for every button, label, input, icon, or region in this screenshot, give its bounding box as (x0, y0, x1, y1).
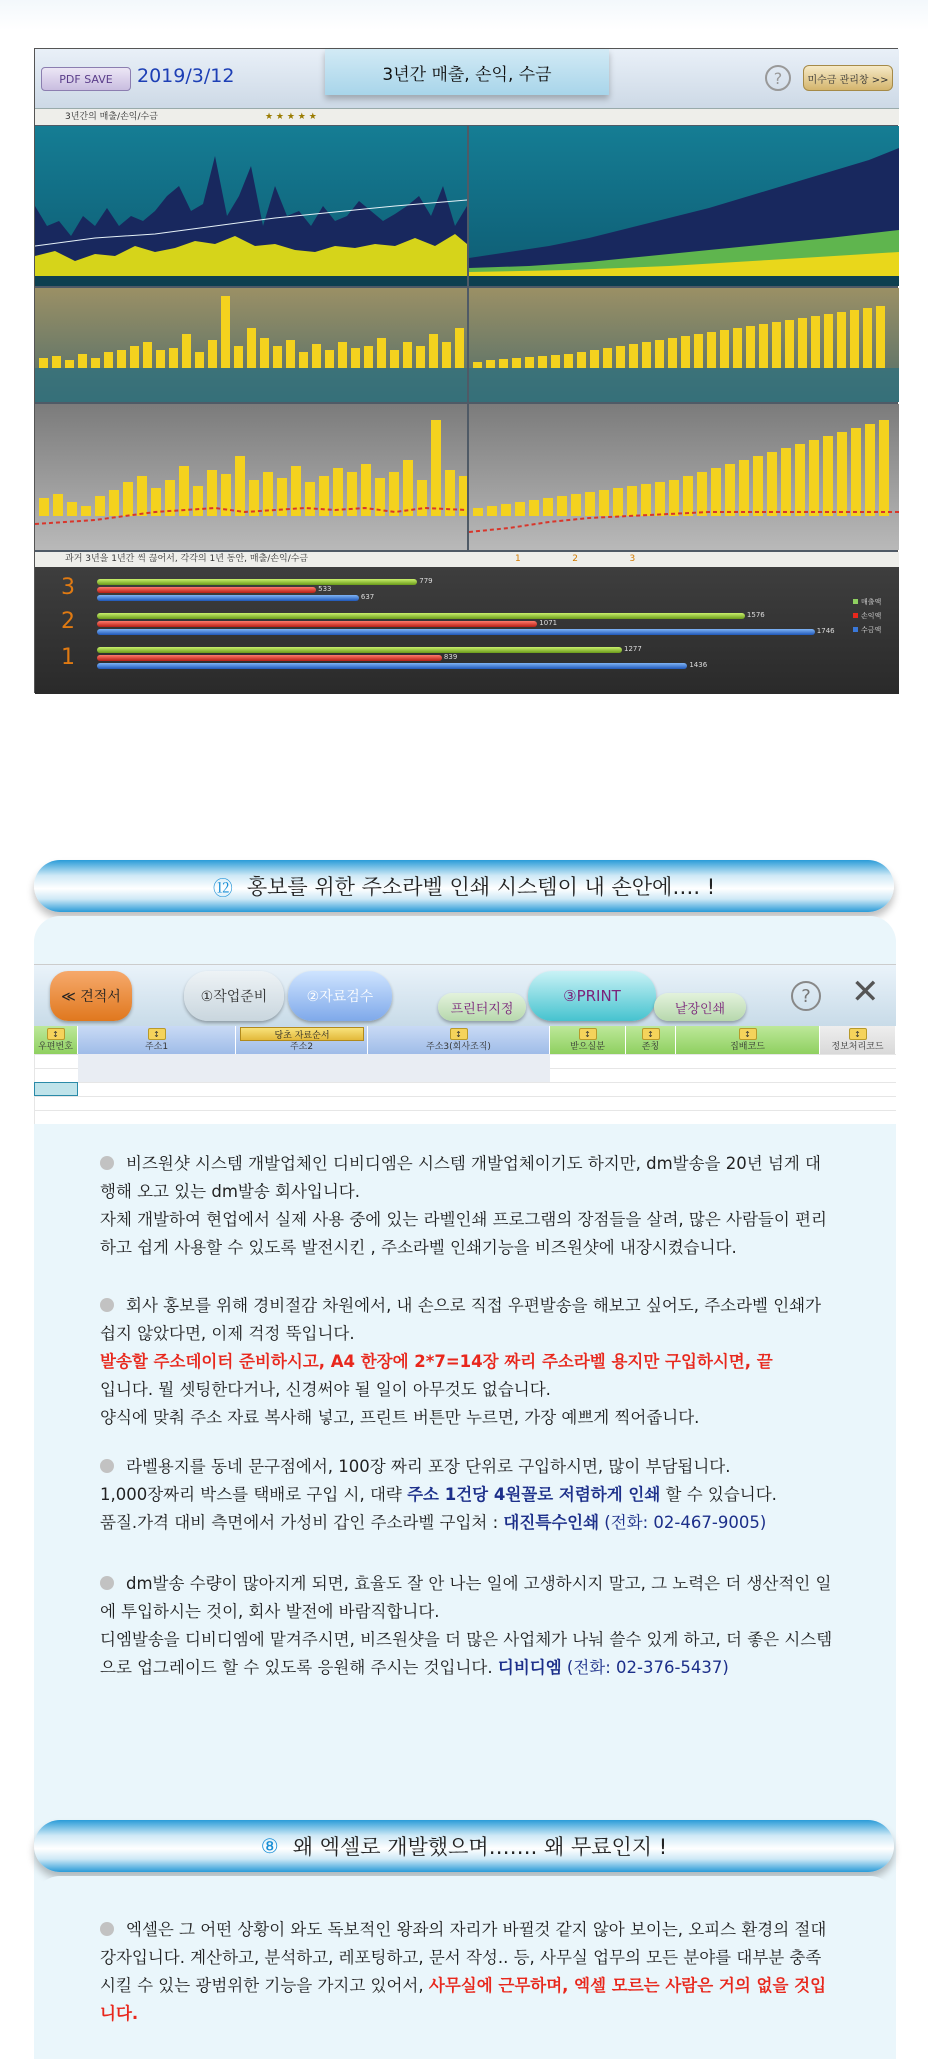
help-icon[interactable]: ? (765, 65, 791, 91)
bar (137, 476, 147, 516)
bar (543, 498, 553, 516)
supplier-name: 대진특수인쇄 (503, 1513, 600, 1532)
cumulative-profit-chart (469, 288, 899, 402)
bar (67, 502, 77, 516)
cumulative-profit-panel (469, 288, 899, 402)
bar (263, 472, 273, 516)
monthly-collection-chart (35, 404, 467, 550)
bullet-icon (100, 1298, 114, 1312)
bar (837, 432, 847, 516)
compare-value-cash: 1746 (816, 627, 835, 635)
compare-value-sales: 1576 (746, 611, 765, 619)
bar (247, 328, 256, 368)
bar (811, 316, 820, 368)
bar (627, 486, 637, 516)
bar (711, 468, 721, 516)
sort-arrow-icon[interactable]: ↕ (739, 1028, 757, 1040)
bar (299, 352, 308, 368)
bar (169, 348, 178, 368)
sort-arrow-icon[interactable]: ↕ (579, 1028, 597, 1040)
compare-bar-sales (97, 647, 622, 653)
paragraph-3-text-b2: 할 수 있습니다. (660, 1485, 777, 1504)
bar (681, 336, 690, 368)
compare-bar-profit (97, 655, 442, 661)
bar (571, 494, 581, 516)
pdf-save-button[interactable]: PDF SAVE (41, 67, 131, 91)
bar (486, 360, 495, 368)
bar (429, 334, 438, 368)
legend-profit-label: 손익액 (861, 612, 882, 620)
bar (431, 420, 441, 516)
bar (515, 502, 525, 516)
bar (824, 314, 833, 368)
estimate-button[interactable]: ≪ 견적서 (50, 971, 132, 1021)
column-zipcode-label: 우편번호 (38, 1042, 73, 1052)
bar (305, 482, 315, 516)
bar (733, 328, 742, 368)
bar (52, 356, 61, 368)
bar (156, 350, 165, 368)
bar (104, 352, 113, 368)
paragraph-1-text-a: 비즈원샷 시스템 개발업체인 디비디엠은 시스템 개발업체이기도 하지만, dm발송을 20년 넘게 대행해 오고 있는 dm발송 회사입니다. (100, 1154, 821, 1201)
compare-bar-profit (97, 621, 537, 627)
bar (193, 486, 203, 516)
paragraph-2-highlight: 발송할 주소데이터 준비하시고, A4 한장에 2*7=14장 짜리 주소라벨 용지만 구입하시면, 끝 (100, 1352, 773, 1371)
paragraph-4 (100, 1570, 835, 1682)
label-data-grid[interactable] (34, 1054, 896, 1124)
compare-subheader (35, 552, 899, 567)
bar (694, 334, 703, 368)
bar (130, 346, 139, 368)
bar (364, 346, 373, 368)
receivables-admin-button[interactable]: 미수금 관리창 >> (803, 65, 893, 91)
bar (655, 482, 665, 516)
bar (616, 346, 625, 368)
bar (377, 338, 386, 368)
compare-value-cash: 637 (360, 593, 375, 601)
bar (351, 348, 360, 368)
bar (325, 350, 334, 368)
column-address2-label: 주소2 (289, 1042, 314, 1052)
bar (851, 428, 861, 516)
bar (767, 452, 777, 516)
paragraph-4-text-a: dm발송 수량이 많아지게 되면, 효율도 잘 안 나는 일에 고생하시지 말고, 그 노력은 더 생산적인 일에 투입하시는 것이, 회사 발전에 바람직합니다. (100, 1574, 832, 1621)
bullet-icon (100, 1459, 114, 1473)
help-icon[interactable]: ? (791, 981, 821, 1011)
bar (642, 342, 651, 368)
paragraph-3-text-c1: 품질.가격 대비 측면에서 가성비 갑인 주소라벨 구입처 : (100, 1513, 504, 1532)
bar (655, 340, 664, 368)
bar (65, 360, 74, 368)
close-icon[interactable]: ✕ (851, 972, 880, 1012)
bar (473, 508, 483, 516)
paragraph-1-text-b: 자체 개발하여 현업에서 실제 사용 중에 있는 라벨인쇄 프로그램의 장점들을 살려, 많은 사람들이 편리하고 쉽게 사용할 수 있도록 발전시킨 , 주소라벨 인쇄기능을 비즈원샷에 내장시켰습니다. (100, 1210, 827, 1257)
cumulative-profit-bars (473, 306, 885, 368)
monthly-sales-panel (35, 126, 467, 286)
bar (759, 324, 768, 368)
legend-profit (853, 611, 881, 621)
compare-value-sales: 1277 (623, 645, 642, 653)
bullet-icon (100, 1156, 114, 1170)
bar (499, 359, 508, 368)
column-delivery-code[interactable] (676, 1026, 820, 1054)
bar (338, 342, 347, 368)
section-12-title: 홍보를 위한 주소라벨 인쇄 시스템이 내 손안에…. ! (246, 875, 716, 899)
selected-cell[interactable] (34, 1082, 78, 1096)
bar (599, 490, 609, 516)
paragraph-5-highlight: 사무실에 근무하며, 엑셀 모르는 사람은 거의 없을 것입니다. (100, 1976, 827, 2023)
dashboard-screenshot (34, 48, 898, 693)
work-prep-button[interactable]: ①작업준비 (184, 971, 284, 1021)
bar (564, 354, 573, 368)
bar (91, 358, 100, 368)
sort-arrow-icon[interactable]: ↕ (47, 1028, 65, 1040)
bar (95, 496, 105, 516)
compare-value-profit: 533 (318, 585, 332, 593)
dashboard-title: 3년간 매출, 손익, 수금 (325, 49, 609, 95)
bar (798, 318, 807, 368)
compare-value-profit: 1071 (539, 619, 558, 627)
bar (123, 482, 133, 516)
company-phone: (전화: 02-376-5437) (561, 1658, 729, 1677)
column-recipient[interactable] (550, 1026, 626, 1054)
bar (725, 464, 735, 516)
bar (585, 492, 595, 516)
bar (234, 346, 243, 368)
sort-arrow-icon[interactable]: ↕ (642, 1028, 660, 1040)
compare-value-cash: 1436 (689, 661, 708, 669)
printer-select-button[interactable]: 프린터지정 (438, 993, 526, 1021)
label-print-toolbar (34, 965, 896, 1026)
bar (501, 504, 511, 516)
section-12-header (34, 860, 894, 912)
bar (863, 308, 872, 368)
cumulative-collection-chart (469, 404, 899, 550)
section-12-number: ⑫ (212, 875, 233, 900)
bar (525, 357, 534, 368)
bar (389, 472, 399, 516)
bullet-icon (100, 1922, 114, 1936)
bar (603, 348, 612, 368)
legend-collection-swatch (853, 627, 858, 632)
bar (668, 338, 677, 368)
bar (837, 312, 846, 368)
bar (473, 362, 482, 368)
legend-collection (853, 625, 881, 635)
cumulative-sales-chart (469, 126, 899, 286)
column-address1[interactable] (78, 1026, 236, 1054)
paragraph-2 (100, 1292, 835, 1432)
subheader-title: 3년간의 매출/손익/수금 (65, 112, 158, 122)
bar (669, 480, 679, 516)
bar (850, 310, 859, 368)
column-address1-label: 주소1 (144, 1042, 169, 1052)
cumulative-collection-bars (473, 420, 889, 516)
bar (39, 498, 49, 516)
column-address3-label: 주소3(회사조직) (426, 1042, 491, 1052)
bar (487, 506, 497, 516)
paragraph-3 (100, 1453, 835, 1537)
legend-profit-swatch (853, 613, 858, 618)
column-recipient-label: 받으실분 (570, 1042, 605, 1052)
bullet-icon (100, 1576, 114, 1590)
bar (273, 346, 282, 368)
subheader-hint-text: ★ ★ ★ ★ ★ (265, 112, 317, 122)
section-8-title: 왜 엑셀로 개발했으며……. 왜 무료인지 ! (292, 1835, 668, 1859)
bar (683, 476, 693, 516)
bar (195, 352, 204, 368)
legend-collection-label: 수금액 (861, 626, 882, 634)
bar (641, 484, 651, 516)
bar (529, 500, 539, 516)
bar (720, 330, 729, 368)
bar (785, 320, 794, 368)
bar (109, 490, 119, 516)
bar (143, 342, 152, 368)
bar (182, 334, 191, 368)
dashboard-toolbar (35, 49, 899, 109)
column-delivery-code-label: 집배코드 (730, 1042, 765, 1052)
bar (81, 506, 91, 516)
bar (613, 488, 623, 516)
paragraph-5-text: 엑셀은 그 어떤 상황이 와도 독보적인 왕좌의 자리가 바뀔것 같지 않아 보이는, 오피스 환경의 절대 강자입니다. 계산하고, 분석하고, 레포팅하고, 문서 작성.. 등, 사무실 업무의 모든 분야를 대부분 충족시킬 수 있는 광범위한 기능을 가지고 있어서, (100, 1920, 827, 1995)
sort-arrow-icon[interactable]: ↕ (450, 1028, 468, 1040)
compare-bar-sales (97, 613, 745, 619)
original-order-button[interactable]: 당초 자료순서 (240, 1027, 364, 1041)
monthly-profit-chart (35, 288, 467, 402)
bar (557, 496, 567, 516)
compare-bar-cash (97, 595, 359, 601)
compare-value-sales: 779 (419, 577, 433, 585)
bar (707, 332, 716, 368)
paragraph-1 (100, 1150, 835, 1262)
bar (865, 424, 875, 516)
profit-axis-band (35, 368, 467, 402)
print-button[interactable]: ③PRINT (528, 971, 656, 1021)
bar (629, 344, 638, 368)
compare-bar-cash (97, 629, 815, 635)
section-8-number: ⑧ (260, 1834, 279, 1858)
bar (179, 466, 189, 516)
monthly-profit-panel (35, 288, 467, 402)
profit-bars (39, 296, 464, 368)
bar (876, 306, 885, 368)
supplier-phone: (전화: 02-467-9005) (599, 1513, 767, 1532)
paragraph-2-text-b: 입니다. 뭘 셋팅한다거나, 신경써야 될 일이 아무것도 없습니다. (100, 1380, 551, 1399)
yearly-compare-chart (35, 567, 899, 694)
cumulative-axis-band (469, 276, 899, 286)
legend-sales-swatch (853, 599, 858, 604)
compare-caption: 과거 3년을 1년간 씩 끊어서, 각각의 1년 동안, 매출/손익/수금 (65, 554, 309, 564)
bar (390, 350, 399, 368)
cumulative-collection-panel (469, 404, 899, 550)
bar (795, 444, 805, 516)
bar (53, 494, 63, 516)
compare-bar-cash (97, 663, 687, 669)
year-label-2: 2 (61, 609, 75, 634)
paragraph-3-text-a: 라벨용지를 동네 문구점에서, 100장 짜리 포장 단위로 구입하시면, 많이 부담됩니다. (126, 1457, 731, 1476)
dashboard-subheader (35, 109, 899, 125)
dashboard-date: 2019/3/12 (137, 65, 235, 87)
legend-sales (853, 597, 881, 607)
bar (823, 436, 833, 516)
bar (403, 342, 412, 368)
bar (809, 440, 819, 516)
bar (879, 420, 889, 516)
bar (772, 322, 781, 368)
bar (442, 342, 451, 368)
bar (78, 354, 87, 368)
sort-arrow-icon[interactable]: ↕ (148, 1028, 166, 1040)
sort-arrow-icon[interactable]: ↕ (849, 1028, 867, 1040)
bar (455, 328, 464, 368)
bar (697, 472, 707, 516)
bar (260, 338, 269, 368)
column-honorific[interactable] (626, 1026, 676, 1054)
year-label-1: 1 (61, 645, 75, 670)
label-print-app (34, 964, 896, 1124)
bar (781, 448, 791, 516)
bar (577, 352, 586, 368)
data-check-button[interactable]: ②자료검수 (288, 971, 392, 1021)
year-label-3: 3 (61, 575, 75, 600)
column-address3[interactable] (368, 1026, 550, 1054)
bar (117, 350, 126, 368)
paragraph-3-emphasis: 주소 1건당 4원꼴로 저렴하게 인쇄 (407, 1485, 661, 1504)
column-processing-code[interactable] (820, 1026, 896, 1054)
bar (746, 326, 755, 368)
paragraph-2-text-a: 회사 홍보를 위해 경비절감 차원에서, 내 손으로 직접 우편발송을 해보고 싶어도, 주소라벨 인쇄가 쉽지 않았다면, 이제 걱정 뚝입니다. (100, 1296, 822, 1343)
column-honorific-label: 존칭 (641, 1042, 660, 1052)
paragraph-5 (100, 1916, 835, 2028)
bar (286, 340, 295, 368)
company-name: 디비디엠 (497, 1658, 562, 1677)
bar (403, 460, 413, 516)
paragraph-4-text-b: 디엠발송을 디비디엠에 맡겨주시면, 비즈원샷을 더 많은 사업체가 나눠 쓸수 있게 하고, 더 좋은 시스템으로 업그레이드 할 수 있도록 응원해 주시는 것입니다. (100, 1630, 833, 1677)
cumulative-sales-panel (469, 126, 899, 286)
legend-sales-label: 매출액 (861, 598, 882, 606)
top-strip (0, 0, 928, 30)
cumulative-profit-axis-band (469, 368, 899, 402)
compare-bar-profit (97, 587, 316, 593)
bar (221, 296, 230, 368)
bar (312, 344, 321, 368)
bar (416, 346, 425, 368)
column-processing-code-label: 정보처리코드 (831, 1042, 884, 1052)
bar (739, 460, 749, 516)
sales-axis-band (35, 276, 467, 286)
paragraph-2-text-c: 양식에 맞춰 주소 자료 복사해 넣고, 프린트 버튼만 누르면, 가장 예쁘게 찍어줍니다. (100, 1408, 700, 1427)
bar (753, 456, 763, 516)
monthly-sales-chart (35, 126, 467, 286)
bar (208, 340, 217, 368)
bar (417, 480, 427, 516)
bar (538, 356, 547, 368)
column-zipcode[interactable] (34, 1026, 78, 1054)
compare-year-hint: 1 2 3 (515, 554, 636, 564)
compare-value-profit: 839 (443, 653, 458, 661)
paragraph-3-text-b1: 1,000장짜리 박스를 택배로 구입 시, 대략 (100, 1485, 408, 1504)
section-8-header (34, 1820, 894, 1872)
bar (39, 358, 48, 368)
grid-shaded-area (78, 1054, 550, 1082)
bar (551, 355, 560, 368)
bar (512, 358, 521, 368)
label-column-header-row (34, 1026, 896, 1054)
compare-bar-sales (97, 579, 417, 585)
collection-bars (39, 420, 467, 516)
monthly-collection-panel (35, 404, 467, 550)
single-sheet-print-button[interactable]: 낱장인쇄 (654, 993, 746, 1021)
bar (235, 456, 245, 516)
bar (590, 350, 599, 368)
